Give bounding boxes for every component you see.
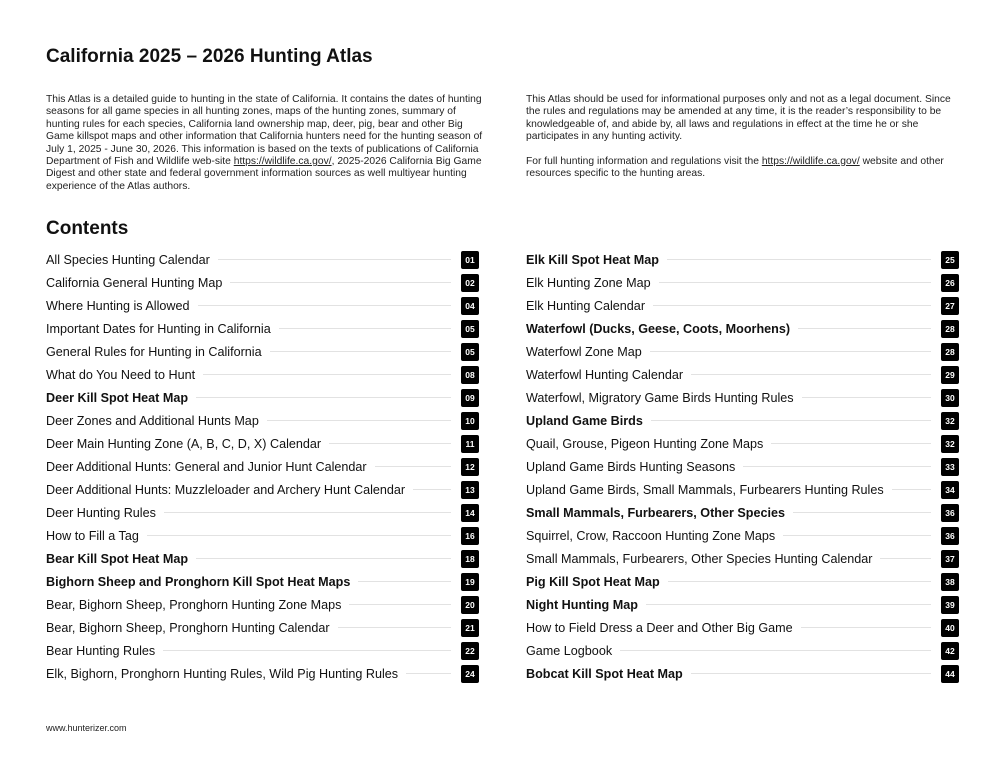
leader-line [329,443,451,444]
toc-entry-label: Waterfowl (Ducks, Geese, Coots, Moorhens) [526,321,791,336]
info-text: website and other resources specific to the hunting areas. [526,156,944,180]
toc-entry[interactable] [526,340,959,363]
leader-line [267,420,451,421]
leader-line [892,489,931,490]
toc-entry-label: Upland Game Birds, Small Mammals, Furbearers Hunting Rules [526,482,884,497]
intro-text: This Atlas is a detailed guide to hunting in the state of California. It contains the dates of hunting seasons for all game species in all hunting zones, maps of the hunting zones, summary of hunting rules for each species, California land ownership map, deer, pig, bear and other Big Game killspot maps and other information that California hunters need for the hunting season of July 1, 2025 - June 30, 2026. This information is based on the texts of publications of California Department of Fish and Wildlife web-site [46,94,483,168]
toc-entry-label: Elk Kill Spot Heat Map [526,252,659,267]
page-number-badge: 18 [461,550,479,568]
contents-left-column [46,248,479,685]
toc-entry[interactable] [46,294,479,317]
page-number-badge: 09 [461,389,479,407]
toc-entry-label: Bighorn Sheep and Pronghorn Kill Spot Heat Maps [46,574,351,589]
contents-heading: Contents [46,218,129,239]
toc-entry-label: Bear Hunting Rules [46,643,156,658]
page-number-badge: 11 [461,435,479,453]
toc-entry-label: Waterfowl Hunting Calendar [526,367,684,382]
toc-entry[interactable] [46,317,479,340]
toc-entry-label: Deer Kill Spot Heat Map [46,390,189,405]
toc-entry[interactable] [46,409,479,432]
toc-entry-label: Elk Hunting Calendar [526,298,646,313]
toc-entry[interactable] [526,616,959,639]
toc-entry[interactable] [46,455,479,478]
wildlife-link[interactable]: https://wildlife.ca.gov/ [233,156,332,168]
toc-entry-label: Game Logbook [526,643,613,658]
page-number-badge: 39 [941,596,959,614]
toc-entry-label: Bobcat Kill Spot Heat Map [526,666,683,681]
leader-line [743,466,931,467]
leader-line [802,397,931,398]
leader-line [793,512,931,513]
toc-entry[interactable] [526,662,959,685]
page-number-badge: 13 [461,481,479,499]
toc-entry[interactable] [46,340,479,363]
toc-entry-label: Quail, Grouse, Pigeon Hunting Zone Maps [526,436,764,451]
toc-entry[interactable] [46,248,479,271]
page-number-badge: 19 [461,573,479,591]
toc-entry-label: Deer Additional Hunts: Muzzleloader and Archery Hunt Calendar [46,482,406,497]
toc-entry-label: Squirrel, Crow, Raccoon Hunting Zone Maps [526,528,776,543]
leader-line [771,443,931,444]
footer-url: www.hunterizer.com [46,723,127,733]
toc-entry[interactable] [46,616,479,639]
disclaimer-text: This Atlas should be used for informational purposes only and not as a legal document. Since the rules and regulations may be amended at any time, it is the reader’s responsibility to be knowledgeable of, and abide by, all laws and regulations in effect at the time he or she participates in any hunting activity. [526,94,951,143]
toc-entry[interactable] [526,639,959,662]
leader-line [196,397,451,398]
toc-entry[interactable] [46,432,479,455]
toc-entry[interactable] [526,294,959,317]
toc-entry-label: Small Mammals, Furbearers, Other Species Hunting Calendar [526,551,873,566]
toc-entry[interactable] [526,409,959,432]
page-number-badge: 34 [941,481,959,499]
toc-entry[interactable] [526,386,959,409]
intro-text: , 2025-2026 California Big Game Digest and other state and federal government information sources as well multiyear hunting experience of the Atlas authors. [46,156,482,192]
toc-entry-label: Small Mammals, Furbearers, Other Species [526,505,785,520]
toc-entry[interactable] [46,639,479,662]
page-number-badge: 36 [941,527,959,545]
leader-line [147,535,451,536]
page-number-badge: 32 [941,412,959,430]
toc-entry[interactable] [46,662,479,685]
page-number-badge: 20 [461,596,479,614]
page-number-badge: 04 [461,297,479,315]
leader-line [620,650,931,651]
leader-line [196,558,451,559]
leader-line [270,351,451,352]
page-number-badge: 08 [461,366,479,384]
info-text: For full hunting information and regulations visit the [526,156,762,168]
contents-right-column [526,248,959,685]
toc-entry[interactable] [526,547,959,570]
leader-line [164,512,451,513]
page-number-badge: 28 [941,320,959,338]
toc-entry-label: All Species Hunting Calendar [46,252,210,267]
toc-entry[interactable] [526,501,959,524]
toc-entry-label: Deer Zones and Additional Hunts Map [46,413,259,428]
leader-line [691,673,931,674]
page-number-badge: 27 [941,297,959,315]
page-number-badge: 10 [461,412,479,430]
page-number-badge: 05 [461,343,479,361]
leader-line [349,604,451,605]
leader-line [798,328,931,329]
toc-entry-label: Where Hunting is Allowed [46,298,190,313]
leader-line [198,305,452,306]
toc-entry-label: How to Fill a Tag [46,528,139,543]
page-number-badge: 44 [941,665,959,683]
leader-line [203,374,451,375]
toc-entry-label: Elk, Bighorn, Pronghorn Hunting Rules, Wild Pig Hunting Rules [46,666,399,681]
page-number-badge: 40 [941,619,959,637]
leader-line [691,374,931,375]
page-number-badge: 36 [941,504,959,522]
page-number-badge: 37 [941,550,959,568]
leader-line [653,305,931,306]
toc-entry-label: Elk Hunting Zone Map [526,275,651,290]
leader-line [783,535,931,536]
leader-line [651,420,931,421]
wildlife-link[interactable]: https://wildlife.ca.gov/ [761,156,860,168]
page-number-badge: 01 [461,251,479,269]
toc-entry-label: Deer Additional Hunts: General and Junior Hunt Calendar [46,459,367,474]
page-number-badge: 33 [941,458,959,476]
toc-entry-label: Upland Game Birds [526,413,643,428]
leader-line [279,328,451,329]
toc-entry-label: Bear Kill Spot Heat Map [46,551,189,566]
leader-line [230,282,451,283]
leader-line [646,604,931,605]
toc-entry[interactable] [46,386,479,409]
page-number-badge: 29 [941,366,959,384]
leader-line [667,259,931,260]
leader-line [880,558,931,559]
page-number-badge: 02 [461,274,479,292]
toc-entry-label: Bear, Bighorn Sheep, Pronghorn Hunting Calendar [46,620,330,635]
toc-entry-label: Bear, Bighorn Sheep, Pronghorn Hunting Zone Maps [46,597,342,612]
toc-entry[interactable] [526,524,959,547]
toc-entry[interactable] [46,524,479,547]
toc-entry[interactable] [526,271,959,294]
toc-entry[interactable] [526,432,959,455]
toc-entry-label: Upland Game Birds Hunting Seasons [526,459,736,474]
page-number-badge: 42 [941,642,959,660]
toc-entry-label: How to Field Dress a Deer and Other Big Game [526,620,793,635]
toc-entry-label: General Rules for Hunting in California [46,344,262,359]
toc-entry-label: Deer Main Hunting Zone (A, B, C, D, X) Calendar [46,436,322,451]
toc-entry[interactable] [46,363,479,386]
toc-entry[interactable] [526,478,959,501]
toc-entry[interactable] [526,317,959,340]
toc-entry[interactable] [46,501,479,524]
page-number-badge: 12 [461,458,479,476]
leader-line [650,351,931,352]
page-title: California 2025 – 2026 Hunting Atlas [46,46,373,67]
leader-line [659,282,931,283]
page-number-badge: 22 [461,642,479,660]
leader-line [406,673,451,674]
leader-line [218,259,451,260]
toc-entry[interactable] [46,478,479,501]
page-number-badge: 32 [941,435,959,453]
page-number-badge: 26 [941,274,959,292]
toc-entry-label: California General Hunting Map [46,275,223,290]
intro-right [526,94,956,181]
leader-line [338,627,451,628]
toc-entry-label: Deer Hunting Rules [46,505,156,520]
page-number-badge: 16 [461,527,479,545]
toc-entry-label: Waterfowl, Migratory Game Birds Hunting Rules [526,390,794,405]
leader-line [413,489,451,490]
toc-entry-label: Pig Kill Spot Heat Map [526,574,660,589]
toc-entry-label: Important Dates for Hunting in California [46,321,271,336]
page-number-badge: 38 [941,573,959,591]
toc-entry[interactable] [526,570,959,593]
page-number-badge: 05 [461,320,479,338]
leader-line [163,650,451,651]
toc-entry[interactable] [46,271,479,294]
toc-entry[interactable] [46,593,479,616]
leader-line [358,581,451,582]
toc-entry[interactable] [526,248,959,271]
page-number-badge: 24 [461,665,479,683]
page-number-badge: 21 [461,619,479,637]
toc-entry-label: What do You Need to Hunt [46,367,196,382]
toc-entry[interactable] [526,593,959,616]
leader-line [801,627,931,628]
toc-entry[interactable] [526,455,959,478]
page-number-badge: 28 [941,343,959,361]
toc-entry-label: Night Hunting Map [526,597,638,612]
toc-entry[interactable] [526,363,959,386]
toc-entry[interactable] [46,547,479,570]
intro-left [46,94,486,193]
page-number-badge: 14 [461,504,479,522]
page-number-badge: 30 [941,389,959,407]
leader-line [375,466,451,467]
leader-line [668,581,931,582]
page-number-badge: 25 [941,251,959,269]
toc-entry-label: Waterfowl Zone Map [526,344,642,359]
toc-entry[interactable] [46,570,479,593]
